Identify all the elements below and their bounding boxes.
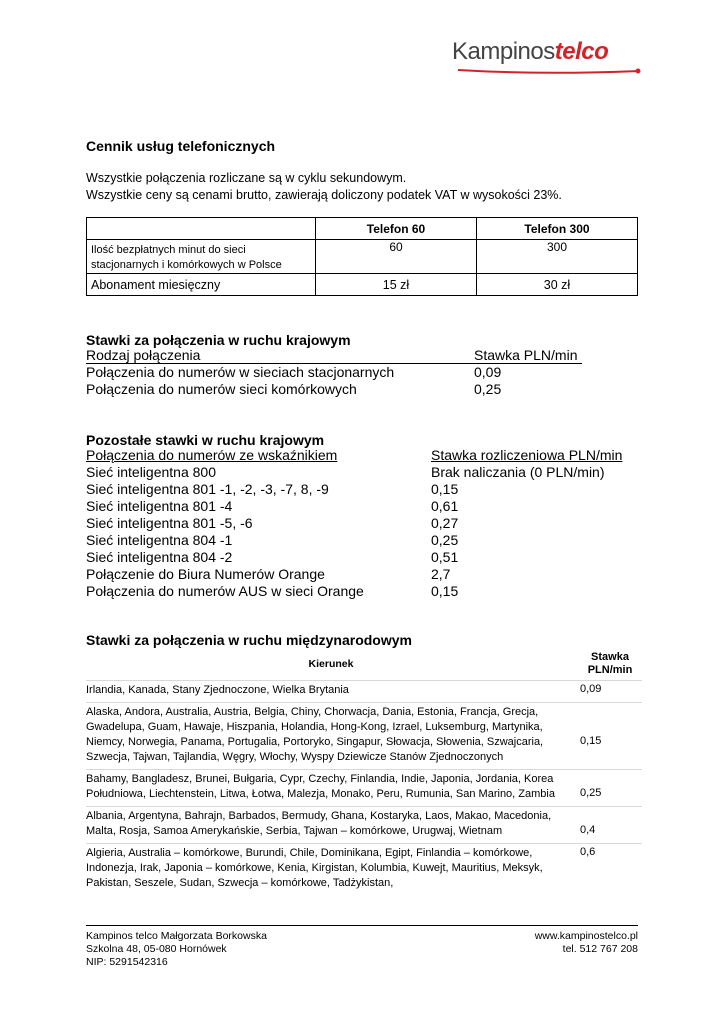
list-item [86, 481, 636, 498]
list-item-label: Sieć inteligentna 804 -1 [86, 532, 233, 548]
list-item [86, 464, 636, 481]
list-header-rate: Stawka PLN/min [474, 347, 578, 363]
table-cell-rate: 0,09 [580, 683, 602, 695]
footer-line: NIP: 5291542316 [86, 956, 168, 968]
domestic-section-title: Stawki za połączenia w ruchu krajowym [86, 332, 351, 348]
table-cell-destination: Albania, Argentyna, Bahrajn, Barbados, Bermudy, Ghana, Kostaryka, Laos, Makao, Macedonia, Malta, Rosja, Samoa Amerykańskie, Serbia, Tajwan – komórkowe, Urugwaj, Wietnam [86, 810, 552, 837]
table-row [86, 806, 642, 843]
list-item-rate: 0,51 [431, 549, 459, 565]
table-row [86, 680, 642, 702]
intro-text [86, 170, 562, 204]
intl-rates-table [86, 648, 642, 895]
list-item-rate: Brak naliczania (0 PLN/min) [431, 464, 605, 480]
list-item-label: Połączenia do numerów AUS w sieci Orange [86, 583, 364, 599]
list-item [86, 515, 636, 532]
list-item [86, 583, 636, 600]
list-item-label: Sieć inteligentna 804 -2 [86, 549, 233, 565]
table-cell-label: Abonament miesięczny [87, 274, 316, 296]
table-cell-rate: 0,4 [580, 824, 596, 836]
table-header-row [86, 648, 642, 680]
rate-header-line: PLN/min [587, 664, 633, 676]
intl-section-title: Stawki za połączenia w ruchu międzynarodowym [86, 632, 412, 648]
list-item-rate: 0,09 [474, 364, 502, 380]
list-header-rate: Stawka rozliczeniowa PLN/min [431, 447, 623, 463]
table-header-cell [87, 218, 316, 240]
table-cell-value: 300 [477, 240, 638, 274]
page-title: Cennik usług telefonicznych [86, 138, 276, 154]
list-item [86, 498, 636, 515]
table-cell-destination: Bahamy, Bangladesz, Brunei, Bułgaria, Cypr, Czechy, Finlandia, Indie, Japonia, Jordania, Korea Południowa, Liechtenstein, Litwa, Łotwa, Malezja, Monako, Peru, Rumunia, San Marino, Zambia [86, 773, 555, 800]
footer-company-info [86, 930, 267, 969]
list-item-rate: 0,25 [474, 381, 502, 397]
table-row [86, 702, 642, 769]
table-cell-label: Ilość bezpłatnych minut do sieci stacjonarnych i komórkowych w Polsce [87, 240, 316, 274]
intro-line: Wszystkie połączenia rozliczane są w cyklu sekundowym. [86, 171, 407, 185]
table-header-cell: Kierunek [308, 658, 354, 670]
list-item [86, 566, 636, 583]
list-item-label: Połączenia do numerów w sieciach stacjonarnych [86, 364, 395, 380]
list-item [86, 549, 636, 566]
footer-line: Kampinos telco Małgorzata Borkowska [86, 930, 267, 942]
footer-line: Szkolna 48, 05-080 Hornówek [86, 943, 227, 955]
other-rates-list [86, 447, 636, 600]
list-item-rate: 0,25 [431, 532, 459, 548]
list-item [86, 532, 636, 549]
table-row [86, 769, 642, 806]
list-item-label: Połączenia do numerów sieci komórkowych [86, 381, 357, 397]
plans-table [86, 217, 638, 296]
table-header-cell: Telefon 60 [316, 218, 477, 240]
intro-line: Wszystkie ceny są cenami brutto, zawierają doliczony podatek VAT w wysokości 23%. [86, 188, 562, 202]
logo-swoosh-icon [452, 66, 642, 76]
rate-header-line: Stawka [591, 651, 629, 663]
list-item-label: Sieć inteligentna 801 -5, -6 [86, 515, 253, 531]
list-item-label: Połączenie do Biura Numerów Orange [86, 566, 325, 582]
table-row [87, 240, 638, 274]
list-item-rate: 0,61 [431, 498, 459, 514]
footer-contact-info [438, 930, 638, 956]
list-item-rate: 0,15 [431, 481, 459, 497]
table-cell-rate: 0,6 [580, 846, 596, 858]
logo-main-text: Kampinos [452, 38, 555, 65]
logo-accent-text: telco [554, 38, 609, 65]
list-header-label: Połączenia do numerów ze wskaźnikiem [86, 447, 338, 463]
footer-phone: tel. 512 767 208 [562, 943, 638, 955]
table-cell-value: 15 zł [316, 274, 477, 296]
list-item-rate: 2,7 [431, 566, 451, 582]
table-cell-destination: Algieria, Australia – komórkowe, Burundi, Chile, Dominikana, Egipt, Finlandia – komórkowe, Indonezja, Irak, Japonia – komórkowe, Kenia, Kirgistan, Kolumbia, Kuwejt, Mauritius, Meksyk, Pakistan, Seszele, Sudan, Szwecja – komórkowe, Tadżykistan, [86, 847, 543, 889]
company-logo [452, 38, 642, 78]
table-row [86, 843, 642, 895]
list-item-rate: 0,15 [431, 583, 459, 599]
table-cell-destination: Irlandia, Kanada, Stany Zjednoczone, Wielka Brytania [86, 684, 349, 696]
table-header-cell: Telefon 300 [477, 218, 638, 240]
list-item-label: Sieć inteligentna 800 [86, 464, 216, 480]
list-header-label: Rodzaj połączenia [86, 347, 201, 363]
table-cell-value: 60 [316, 240, 477, 274]
domestic-rates-list [86, 347, 582, 398]
list-item [86, 364, 582, 381]
table-row [87, 274, 638, 296]
table-cell-rate: 0,25 [580, 787, 602, 799]
list-header [86, 447, 636, 464]
list-item-rate: 0,27 [431, 515, 459, 531]
footer-website: www.kampinostelco.pl [534, 930, 638, 942]
list-header [86, 347, 582, 364]
footer-divider [86, 925, 638, 926]
table-cell-destination: Alaska, Andora, Australia, Austria, Belgia, Chiny, Chorwacja, Dania, Estonia, Francja, Grecja, Gwadelupa, Guam, Hawaje, Hiszpania, Holandia, Hong-Kong, Izrael, Luksemburg, Martynika, Niemcy, Norwegia, Panama, Portugalia, Portoryko, Singapur, Słowacja, Słowenia, Szwajcaria, Szwecja, Tajwan, Tajlandia, Węgry, Włochy, Wyspy Dziewicze Stanów Zjednoczonych [86, 706, 544, 763]
list-item [86, 381, 582, 398]
table-cell-rate: 0,15 [580, 735, 602, 747]
list-item-label: Sieć inteligentna 801 -4 [86, 498, 233, 514]
list-item-label: Sieć inteligentna 801 -1, -2, -3, -7, 8, -9 [86, 481, 329, 497]
table-header-cell [580, 651, 640, 677]
table-cell-value: 30 zł [477, 274, 638, 296]
table-header-row [87, 218, 638, 240]
other-section-title: Pozostałe stawki w ruchu krajowym [86, 432, 325, 448]
